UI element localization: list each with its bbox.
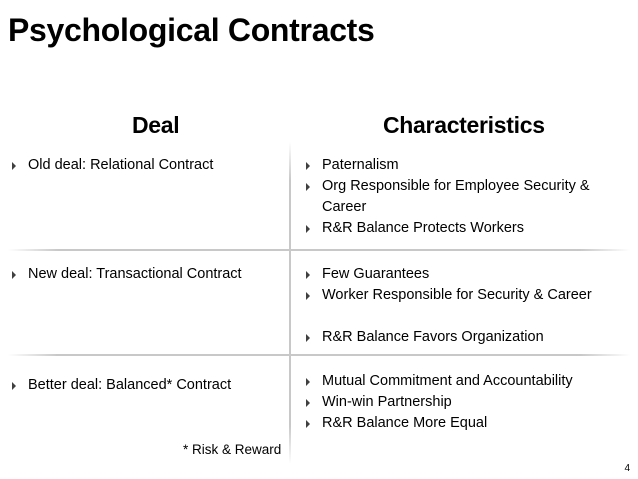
row-divider	[8, 249, 630, 251]
bullet-arrow-icon	[12, 382, 16, 390]
bullet-arrow-icon	[306, 162, 310, 170]
characteristic-item: R&R Balance More Equal	[306, 413, 636, 434]
bullet-arrow-icon	[306, 334, 310, 342]
column-divider	[289, 142, 291, 464]
deal-item: Better deal: Balanced* Contract	[12, 375, 287, 396]
characteristics-column-header: Characteristics	[383, 112, 545, 138]
bullet-arrow-icon	[306, 225, 310, 233]
deal-item: Old deal: Relational Contract	[12, 155, 287, 176]
bullet-arrow-icon	[306, 378, 310, 386]
characteristic-item: Paternalism	[306, 155, 636, 176]
characteristic-item: Mutual Commitment and Accountability	[306, 371, 636, 392]
bullet-arrow-icon	[306, 183, 310, 191]
deal-column-header: Deal	[132, 112, 180, 138]
page-number: 4	[624, 463, 630, 474]
bullet-arrow-icon	[306, 399, 310, 407]
characteristic-item: R&R Balance Favors Organization	[306, 327, 636, 348]
characteristic-item: Worker Responsible for Security & Career	[306, 285, 596, 306]
characteristic-item: Org Responsible for Employee Security & Career	[306, 176, 606, 218]
characteristic-item: Win-win Partnership	[306, 392, 636, 413]
row-divider	[8, 354, 630, 356]
bullet-arrow-icon	[306, 420, 310, 428]
bullet-arrow-icon	[306, 292, 310, 300]
characteristic-item: Few Guarantees	[306, 264, 636, 285]
deal-item: New deal: Transactional Contract	[12, 264, 287, 285]
bullet-arrow-icon	[12, 162, 16, 170]
slide-title: Psychological Contracts	[8, 12, 375, 48]
bullet-arrow-icon	[306, 271, 310, 279]
footnote: * Risk & Reward	[183, 442, 282, 457]
characteristic-item: R&R Balance Protects Workers	[306, 218, 636, 239]
bullet-arrow-icon	[12, 271, 16, 279]
